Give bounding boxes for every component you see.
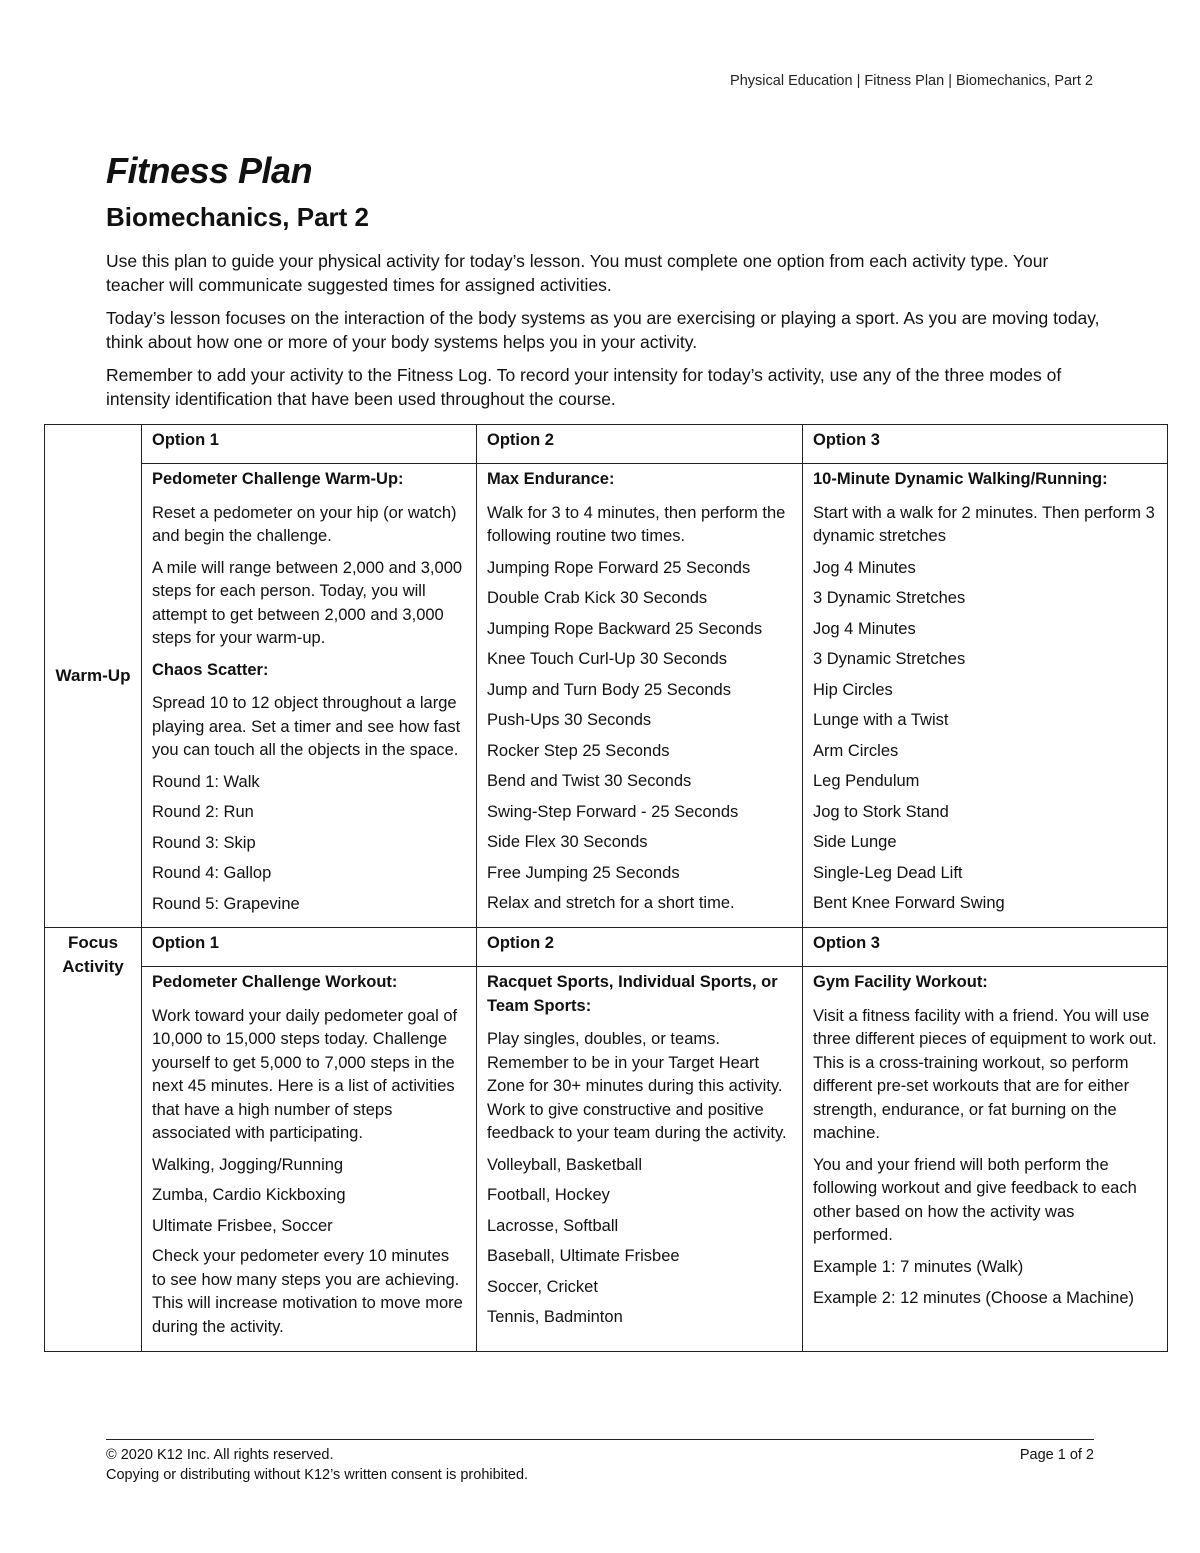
- list-item: Round 2: Run: [152, 803, 254, 821]
- list-item: Jumping Rope Backward 25 Seconds: [487, 619, 763, 638]
- focus-option-3: [803, 967, 1168, 1352]
- document-title: Fitness Plan: [106, 150, 313, 191]
- intro-paragraph: Use this plan to guide your physical activity for today’s lesson. You must complete one option from each activity type. Your teacher will communicate suggested times for assigned activities.: [106, 251, 1049, 295]
- list-item: Push-Ups 30 Seconds: [487, 711, 652, 729]
- option-paragraph: Play singles, doubles, or teams. Remember to be in your Target Heart Zone for 30+ minutes during this activity. Work to give constructive and positive feedback to your team during the activity.: [487, 1030, 787, 1142]
- list-item: Bent Knee Forward Swing: [813, 894, 1005, 912]
- list-item: Jumping Rope Forward 25 Seconds: [487, 558, 751, 577]
- list-item: Knee Touch Curl-Up 30 Seconds: [487, 650, 728, 668]
- list-item: Relax and stretch for a short time.: [487, 894, 735, 912]
- list-item: Jog 4 Minutes: [813, 558, 916, 577]
- list-item: Jog to Stork Stand: [813, 802, 949, 821]
- list-item: 3 Dynamic Stretches: [813, 589, 966, 607]
- list-item: Bend and Twist 30 Seconds: [487, 772, 692, 790]
- list-item: Side Lunge: [813, 833, 897, 851]
- list-item: Double Crab Kick 30 Seconds: [487, 589, 708, 607]
- option-title: Chaos Scatter:: [152, 660, 269, 679]
- list-item: Jog 4 Minutes: [813, 619, 916, 638]
- option-title: Racquet Sports, Individual Sports, or Team Sports:: [487, 973, 778, 1015]
- list-item: Tennis, Badminton: [487, 1308, 623, 1326]
- option-paragraph: Visit a fitness facility with a friend. You will use three different pieces of equipment to work out. This is a cross-training workout, so perform different pre-set workouts that are for either strength, endurance, or fat burning on the machine.: [813, 1006, 1157, 1142]
- list-item: Zumba, Cardio Kickboxing: [152, 1186, 346, 1204]
- intro-text: [106, 250, 1106, 421]
- list-item: Walking, Jogging/Running: [152, 1155, 344, 1174]
- focus-option-1-label: Option 1: [142, 928, 477, 967]
- list-item: Hip Circles: [813, 680, 893, 699]
- focus-option-header-row: [45, 928, 1168, 967]
- list-item: Round 5: Grapevine: [152, 894, 300, 913]
- footer-divider: [106, 1439, 1094, 1440]
- option-title: Max Endurance:: [487, 470, 615, 488]
- running-header: Physical Education | Fitness Plan | Biomechanics, Part 2: [730, 73, 1093, 89]
- option-title: Gym Facility Workout:: [813, 973, 988, 991]
- focus-option-2-label: Option 2: [477, 928, 803, 967]
- warmup-option-2: [477, 464, 803, 928]
- row-label-focus: Focus Activity: [45, 928, 142, 1352]
- list-item: Lacrosse, Softball: [487, 1216, 619, 1235]
- option-paragraph: Spread 10 to 12 object throughout a large playing area. Set a timer and see how fast you can touch all the objects in the space.: [152, 694, 461, 759]
- option-paragraph: Example 1: 7 minutes (Walk): [813, 1257, 1024, 1276]
- option-paragraph: Check your pedometer every 10 minutes to see how many steps you are achieving. This will increase motivation to move more during the activity.: [152, 1247, 463, 1336]
- focus-option-3-label: Option 3: [803, 928, 1168, 967]
- list-item: Free Jumping 25 Seconds: [487, 863, 680, 882]
- option-paragraph: Start with a walk for 2 minutes. Then perform 3 dynamic stretches: [813, 503, 1155, 545]
- list-item: Leg Pendulum: [813, 772, 920, 790]
- warmup-option-1: [142, 464, 477, 928]
- copyright-text: © 2020 K12 Inc. All rights reserved.: [106, 1447, 334, 1463]
- list-item: Side Flex 30 Seconds: [487, 833, 648, 851]
- list-item: Soccer, Cricket: [487, 1277, 598, 1296]
- option-paragraph: Walk for 3 to 4 minutes, then perform the following routine two times.: [487, 503, 786, 545]
- list-item: 3 Dynamic Stretches: [813, 650, 966, 668]
- list-item: Round 3: Skip: [152, 833, 256, 852]
- warmup-option-2-label: Option 2: [477, 425, 803, 464]
- page-number: Page 1 of 2: [1019, 1447, 1094, 1463]
- list-item: Lunge with a Twist: [813, 711, 949, 729]
- list-item: Rocker Step 25 Seconds: [487, 741, 670, 760]
- intro-paragraph: Remember to add your activity to the Fitness Log. To record your intensity for today’s activity, use any of the three modes of intensity identification that have been used throughout the course.: [106, 365, 1062, 409]
- option-paragraph: A mile will range between 2,000 and 3,000 steps for each person. Today, you will attempt to get between 2,000 and 3,000 steps for your warm-up.: [152, 558, 463, 647]
- list-item: Round 1: Walk: [152, 772, 260, 791]
- list-item: Ultimate Frisbee, Soccer: [152, 1216, 333, 1235]
- row-label-warmup: Warm-Up: [45, 425, 142, 928]
- list-item: Volleyball, Basketball: [487, 1155, 643, 1174]
- option-title: 10-Minute Dynamic Walking/Running:: [813, 470, 1108, 488]
- list-item: Round 4: Gallop: [152, 864, 272, 882]
- option-paragraph: Reset a pedometer on your hip (or watch) and begin the challenge.: [152, 503, 457, 545]
- focus-option-1: [142, 967, 477, 1352]
- focus-content-row: [45, 967, 1168, 1352]
- option-title: Pedometer Challenge Workout:: [152, 973, 398, 991]
- warmup-option-1-label: Option 1: [142, 425, 477, 464]
- warmup-option-header-row: [45, 425, 1168, 464]
- list-item: Baseball, Ultimate Frisbee: [487, 1247, 680, 1265]
- warmup-content-row: [45, 464, 1168, 928]
- list-item: Arm Circles: [813, 741, 899, 760]
- focus-option-2: [477, 967, 803, 1352]
- warmup-option-3: [803, 464, 1168, 928]
- list-item: Football, Hockey: [487, 1186, 610, 1204]
- footer-legal: [106, 1445, 528, 1485]
- option-paragraph: Example 2: 12 minutes (Choose a Machine): [813, 1289, 1134, 1307]
- intro-paragraph: Today’s lesson focuses on the interaction of the body systems as you are exercising or playing a sport. As you are moving today, think about how one or more of your body systems helps you in your activity.: [106, 308, 1100, 352]
- list-item: Swing-Step Forward - 25 Seconds: [487, 802, 739, 821]
- document-subtitle: Biomechanics, Part 2: [106, 202, 369, 232]
- warmup-option-3-label: Option 3: [803, 425, 1168, 464]
- option-paragraph: Work toward your daily pedometer goal of 10,000 to 15,000 steps today. Challenge yourself to get 5,000 to 7,000 steps in the next 45 minutes. Here is a list of activities that have a high number of steps associated with participating.: [152, 1006, 458, 1142]
- consent-text: Copying or distributing without K12’s written consent is prohibited.: [106, 1467, 529, 1483]
- list-item: Jump and Turn Body 25 Seconds: [487, 680, 731, 699]
- fitness-plan-table: [44, 424, 1168, 1352]
- option-paragraph: You and your friend will both perform the following workout and give feedback to each other based on how the activity was performed.: [813, 1155, 1137, 1244]
- list-item: Single-Leg Dead Lift: [813, 863, 963, 882]
- option-title: Pedometer Challenge Warm-Up:: [152, 470, 404, 488]
